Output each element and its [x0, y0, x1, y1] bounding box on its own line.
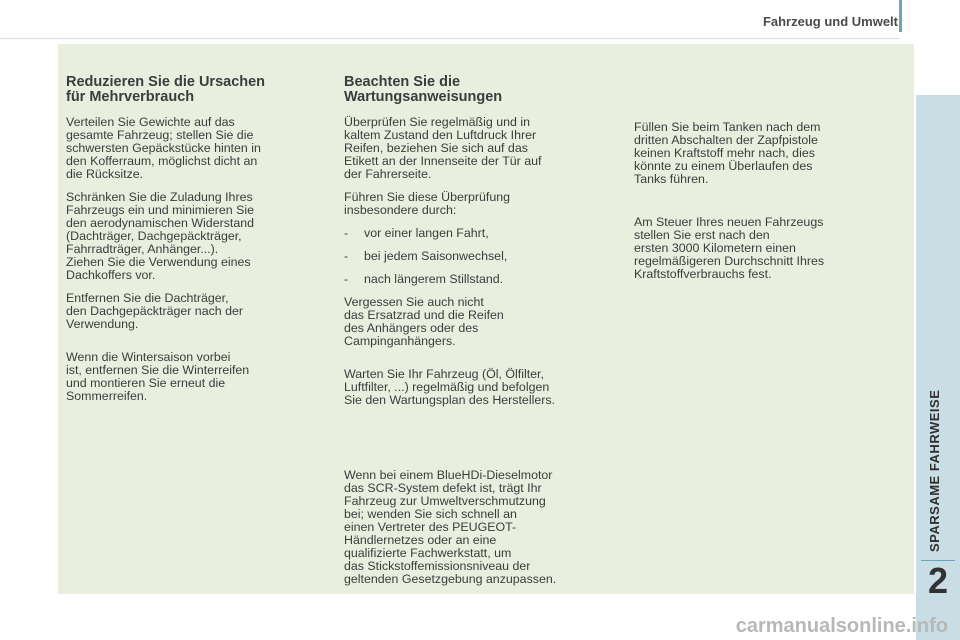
column-refuelling: [634, 121, 899, 291]
paragraph-spare-wheel: Vergessen Sie auch nicht das Ersatzrad und die Reifen des Anhängers oder des Campinganhängers.: [344, 295, 504, 348]
column-reduce-consumption: [66, 75, 321, 413]
section-label: SPARSAME FAHRWEISE: [927, 389, 942, 552]
paragraph-refuelling: Füllen Sie beim Tanken nach dem dritten Abschalten der Zapfpistole keinen Kraftstoff mehr nach, dies könnte zu einem Überlaufen des Tanks führen.: [634, 120, 821, 186]
paragraph-winter-tyres: Wenn die Wintersaison vorbei ist, entfernen Sie die Winterreifen und montieren Sie erneut die Sommerreifen.: [66, 350, 250, 403]
paragraph-check-when: Führen Sie diese Überprüfung insbesondere durch:: [344, 190, 510, 217]
paragraph-limit-load: Schränken Sie die Zuladung Ihres Fahrzeugs ein und minimieren Sie den aerodynamischen Widerstand (Dachträger, Dachgepäckträger, Fahrradträger, Anhänger...). Ziehen Sie die Verwendung eines Dachkoffers vor.: [66, 190, 255, 282]
chapter-sidebar: [916, 95, 960, 640]
page-header-title: Fahrzeug und Umwelt: [762, 14, 898, 29]
list-item: - bei jedem Saisonwechsel,: [344, 249, 508, 263]
chapter-number: 2: [927, 560, 949, 601]
heading-reduce-causes: Reduzieren Sie die Ursachen für Mehrverbrauch: [66, 74, 266, 105]
watermark: carmanualsonline.info: [735, 615, 948, 637]
paragraph-new-vehicle-consumption: Am Steuer Ihres neuen Fahrzeugs stellen Sie erst nach den ersten 3000 Kilometern einen regelmäßigeren Durchschnitt Ihres Kraftstoffverbrauchs fest.: [634, 215, 825, 281]
paragraph-service-plan: Warten Sie Ihr Fahrzeug (Öl, Ölfilter, Luftfilter, ...) regelmäßig und befolgen Sie den Wartungsplan des Herstellers.: [344, 367, 555, 407]
column-maintenance: [344, 75, 619, 596]
list-item: - vor einer langen Fahrt,: [344, 226, 489, 240]
heading-maintenance: Beachten Sie die Wartungsanweisungen: [344, 74, 503, 105]
header-rule: [0, 38, 900, 39]
paragraph-remove-roof-racks: Entfernen Sie die Dachträger, den Dachgepäckträger nach der Verwendung.: [66, 291, 244, 331]
check-occasions-list: [344, 227, 619, 286]
paragraph-scr-system: Wenn bei einem BlueHDi-Dieselmotor das SCR-System defekt ist, trägt Ihr Fahrzeug zur Umweltverschmutzung bei; wenden Sie sich schnell an einen Vertreter des PEUGEOT- Händlernetzes oder an eine qualifizierte Fachwerkstatt, um das Stickstoffemissionsniveau der geltenden Gesetzgebung anzupassen.: [344, 468, 557, 586]
paragraph-tyre-pressure: Überprüfen Sie regelmäßig und in kaltem Zustand den Luftdruck Ihrer Reifen, beziehen Sie sich auf das Etikett an der Innenseite der Tür auf der Fahrerseite.: [344, 115, 542, 181]
list-item: - nach längerem Stillstand.: [344, 272, 504, 286]
paragraph-weight-distribution: Verteilen Sie Gewichte auf das gesamte Fahrzeug; stellen Sie die schwersten Gepäckstücke hinten in den Kofferraum, möglichst dicht an die Rücksitze.: [66, 115, 261, 181]
header-accent-bar: [899, 0, 902, 32]
